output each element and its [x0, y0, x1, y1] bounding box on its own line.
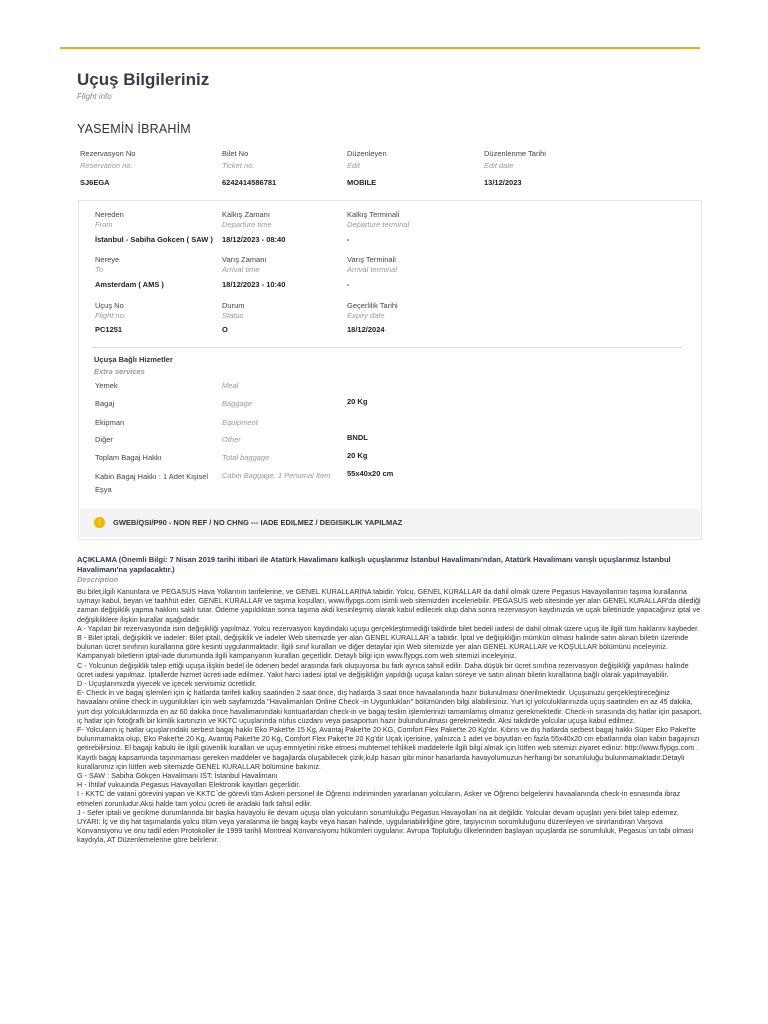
- departure-time-value: 18/12/2023 - 08:40: [222, 235, 286, 244]
- page-subtitle: Flight info: [77, 92, 112, 101]
- arrival-time-sub: Arrival time: [222, 265, 260, 274]
- info-icon: !: [94, 517, 105, 528]
- departure-time-sub: Departure time: [222, 220, 272, 229]
- expiry-date-label: Geçerlilik Tarihi: [347, 301, 398, 310]
- edit-sub: Edit: [347, 161, 360, 170]
- to-sub: To: [95, 265, 104, 274]
- header-accent-line: [60, 47, 700, 49]
- service-label-equipment: Ekipman: [95, 418, 125, 427]
- arrival-terminal-label: Varış Terminali: [347, 255, 396, 264]
- service-value-baggage: 20 Kg: [347, 397, 368, 406]
- service-label-baggage: Bagaj: [95, 399, 115, 408]
- service-label-total-baggage: Toplam Bagaj Hakkı: [95, 453, 162, 462]
- description-subheading: Description: [77, 575, 119, 584]
- status-sub: Status: [222, 311, 244, 320]
- description-paragraph: A - Yapılan bir rezervasyonda isim değişikliği yapılmaz. Yolcu rezervasyon kaydındaki uçuşu gerçekleştirmediği takdirde bilet bedeli iadesi de dahil olmak üzere uçuş ile ilgili tüm haklarını kaybeder.: [77, 623, 700, 633]
- description-paragraph: J - Sefer iptali ve gecikme durumlarında bir başka havayolu ile devam uçuşu olan yolcuların sorumluluğu Pegasus Havayolları`na ait değildir. Yolcular devam uçuşları yeni bilet talep edemez. UYARI: İç ve dış hat taşımalarda yolcu ölüm veya yaralanma ile bagaj kaybı veya hasarı halinde, uygulanabilirliğine göre, taşıyıcının sorumluluğunu düzenleyen ve sinirlandıran Varşova Konvansiyonu ve onu tadil eden Protokoller ile 1999 tarihli Montreal Konvansiyonu hükümleri uygulanır. Avrupa Topluluğu ülkelerinden başlayan uçuşlarda ise sorumluluk, Pegasus`un tabi olması kaydıyla, AT Düzenlemelerine göre belirlenir.: [77, 807, 694, 845]
- reservation-no-value: SJ6EGA: [80, 178, 110, 187]
- reservation-no-sub: Reservation no.: [80, 161, 133, 170]
- from-sub: From: [95, 220, 113, 229]
- service-sub-other: Other: [222, 435, 241, 444]
- description-heading: AÇIKLAMA (Önemli Bilgi: 7 Nisan 2019 tarihi itibari ile Atatürk Havalimanı kalkışlı uçuşlarımız İstanbul Havalimanı'ndan, Atatürk Havalimanı varışlı uçuşlarımız İstanbul Havalimanı'na yapılacaktır.): [77, 555, 671, 574]
- status-value: O: [222, 325, 228, 334]
- reservation-no-label: Rezervasyon No: [80, 149, 136, 158]
- service-sub-cabin-baggage: Cabin Baggage: 1 Personal Item: [222, 471, 331, 480]
- expiry-date-sub: Expiry date: [347, 311, 385, 320]
- to-label: Nereye: [95, 255, 120, 264]
- service-label-other: Diğer: [95, 435, 113, 444]
- service-label-meal: Yemek: [95, 381, 118, 390]
- service-label-cabin-baggage: Kabin Bagaj Hakkı : 1 Adet Kişisel Eşya: [95, 472, 208, 494]
- description-body: [77, 587, 702, 845]
- passenger-name: YASEMİN İBRAHİM: [77, 122, 191, 136]
- arrival-time-label: Varış Zamanı: [222, 255, 267, 264]
- to-value: Amsterdam ( AMS ): [95, 280, 164, 289]
- card-divider: [92, 347, 682, 348]
- edit-date-label: Düzenlenme Tarihi: [484, 149, 546, 158]
- flight-no-value: PC1251: [95, 325, 123, 334]
- description-paragraph: D - Uçuşlarımızda yiyecek ve içecek servisimiz ücretlidir.: [77, 679, 257, 689]
- description-paragraph: Bu bilet,ilgili Kanunlara ve PEGASUS Hava Yollarının tarifelerine, ve GENEL KURALLARINA tabidir. Yolcu, GENEL KURALLAR da dahil olmak üzere Pegasus Havayollarının taşıma kurallarına uymayı kabul, beyan ve taahhüt eder. GENEL KURALLAR ve taşıma koşulları, www.flypgs.com isimli web sitemizden incelenebilir. PEGASUS web sitesinde yer alan GENEL KURALLAR'da dilediği zaman değişiklik yapma hakkını saklı tutar. Ödeme yapıldıktan sonra taşıma akdi kesinleşmiş olarak kabul edilecek olup daha sonra rezervasyon kaydınızda ve uçak biletinizde yapacağınız iptal ve değişikliklere ilişkin kurallar aşağıdadır.: [77, 587, 701, 624]
- description-paragraph: G - SAW : Sabiha Gökçen Havalimanı IST: İstanbul Havalimanı: [77, 771, 278, 781]
- arrival-terminal-sub: Arrival terminal: [347, 265, 398, 274]
- departure-terminal-sub: Departure terminal: [347, 220, 410, 229]
- fare-rule-text: GWEB/QSI/P90 - NON REF / NO CHNG --- IADE EDILMEZ / DEGISIKLIK YAPILMAZ: [113, 518, 403, 527]
- service-value-total-baggage: 20 Kg: [347, 451, 368, 460]
- description-paragraph: B - Bilet iptali, değişiklik ve iadeler: Bilet iptali, değişiklik ve iadeler Web sitemizde yer alan GENEL KURALLAR`a tabidir. İptal ve değişikliğin mümkün olması halinde satın alınan biletin üzerinde bulunan ücret sınıfının kurallarına göre kesinti uygulanmaktadır. İlgili sınıf kuralları ve diğer detaylar için Web sitemizde yer alan GENEL KURALLAR ve KOŞULLAR bölümünü inceleyiniz. Kampanyalı biletlerin iptal-iade durumunda ilgili kampanyanın kuralları geçerlidir. Detaylı bilgi için www.flypgs.com web sitemizi inceleyiniz.: [77, 633, 689, 661]
- description-paragraph: F- Yolcuların iç hatlar uçuşlarındaki serbest bagaj hakkı Eko Paket'te 15 Kg, Avantaj Paket'te 20 KG, Comfort Flex Paket'te 20 Kg'dır. Kıbrıs ve dış hatlarda serbest bagaj hakkı Süper Eko Paket'te bulunmamakta olup, Eko Paket'te 20 Kg, Avantaj Paket'te 20 Kg, Comfort Flex Paket'te 20 Kg'dir Uçak içerisine, yalnızca 1 adet ve boyutları en fazla 55x40x20 cm ebatlarında olan kabin bagajınızı getirebilirsiniz. El bagajı kabulü ile ilgili güvenlik kuralları ve uçuş emniyetini riske etmesi muhtemel tehlikeli maddelerle ilgili bilgi almak için lütfen web sitemizi ziyaret ediniz: http://www.flypgs.com . Kayıtlı bagaj kapsamında taşınmaması gereken maddeler ve bagajlarda oluşabilecek çizik,kulp hasarı gibi minor hasarlarda havayolumuzun herhangi bir sorumluluğu bulunmamaktadır.Detaylı kurallarımız için lütfen web sitemizde GENEL KURALLAR bölümüne bakınız.: [77, 725, 700, 771]
- status-label: Durum: [222, 301, 245, 310]
- description-paragraph: C - Yolcunun değişiklik talep ettiği uçuşa ilişkin bedel ile ödenen bedel arasında fark oluşuyorsa bu fark ayrıca tahsil edilir. Daha düşük bir ücret sınıfına rezervasyon değişikliği yapılması halinde ücret iadesi yapılmaz. İptallerde hizmet ücreti iade edilmez. Yakıt harcı iadesi iptal ve değişikliğin yapıldığı uçuşa kalan süreye ve satın alınan biletin kurallarına bağlı olarak yapılmayabilir.: [77, 660, 689, 679]
- service-sub-meal: Meal: [222, 381, 239, 390]
- page-title: Uçuş Bilgileriniz: [77, 70, 210, 89]
- flight-no-label: Uçuş No: [95, 301, 124, 310]
- expiry-date-value: 18/12/2024: [347, 325, 385, 334]
- edit-label: Düzenleyen: [347, 149, 387, 158]
- departure-time-label: Kalkış Zamanı: [222, 210, 270, 219]
- departure-terminal-value: -: [347, 235, 350, 244]
- service-sub-baggage: Baggage: [222, 399, 253, 408]
- service-value-other: BNDL: [347, 433, 368, 442]
- service-value-cabin-baggage: 55x40x20 cm: [347, 469, 394, 478]
- extra-services-title: Uçuşa Bağlı Hizmetler: [94, 355, 173, 364]
- extra-services-subtitle: Extra services: [94, 367, 145, 376]
- edit-date-sub: Edit date: [484, 161, 514, 170]
- from-label: Nereden: [95, 210, 124, 219]
- departure-terminal-label: Kalkış Terminali: [347, 210, 400, 219]
- service-sub-equipment: Equipment: [222, 418, 258, 427]
- edit-value: MOBILE: [347, 178, 377, 187]
- ticket-no-value: 6242414586781: [222, 178, 277, 187]
- description-paragraph: H - İhtilaf vukuunda Pegasus Havayolları Elektronik kayıtları geçerlidir.: [77, 780, 301, 790]
- edit-date-value: 13/12/2023: [484, 178, 522, 187]
- from-value: İstanbul - Sabiha Gokcen ( SAW ): [95, 235, 213, 244]
- description-paragraph: E- Check in ve bagaj işlemleri için iç hatlarda tarifeli kalkış saatinden 2 saat önce, dış hatlarda 3 saat önce havaalanında hazır bulunulması önerilmektedir. Uçuşunuzu gerçekleştireceğiniz havaalanı online check in uygunlukları için web sayfamızda "Havalimanları Online Check -in Uygunlukları" bölümünden bilgi alabilirsiniz. Yurt içi yolculuklarınızda uçuş saatinden en az 45 dakika, yurt dışı yolculuklarınızda en az 60 dakika önce havalimanındaki kontuarlardan check-in ve bagaj teslim işlemlerinizi tamamlamış olmanız gerekmektedir. Check-in sırasında dış hatlar için pasaport, iç hatlar için fotoğraflı bir kimlik kartınızın ve KKTC uçuşlarında nüfus cüzdanı veya pasaportun hazır bulundurulması gerekmektedir. Aksi takdirde yolcular uçuşa kabul edilmez.: [77, 688, 702, 725]
- ticket-no-sub: Ticket no.: [222, 161, 255, 170]
- arrival-time-value: 18/12/2023 - 10:40: [222, 280, 286, 289]
- ticket-no-label: Bilet No: [222, 149, 249, 158]
- flight-no-sub: Flight no.: [95, 311, 126, 320]
- description-paragraph: I - KKTC`de vatani görevini yapan ve KKTC`de görevli tüm Askeri personel ile Öğrenci indiriminden yararlanan yolcuların, Asker ve Öğrenci belgelerini havaalanında check-in esnasında ibraz etmeleri zorunludur.Aksi halde tam yolcu ücreti ile aradaki fark tahsil edilir.: [77, 789, 681, 808]
- service-sub-total-baggage: Total baggage: [222, 453, 270, 462]
- arrival-terminal-value: -: [347, 280, 350, 289]
